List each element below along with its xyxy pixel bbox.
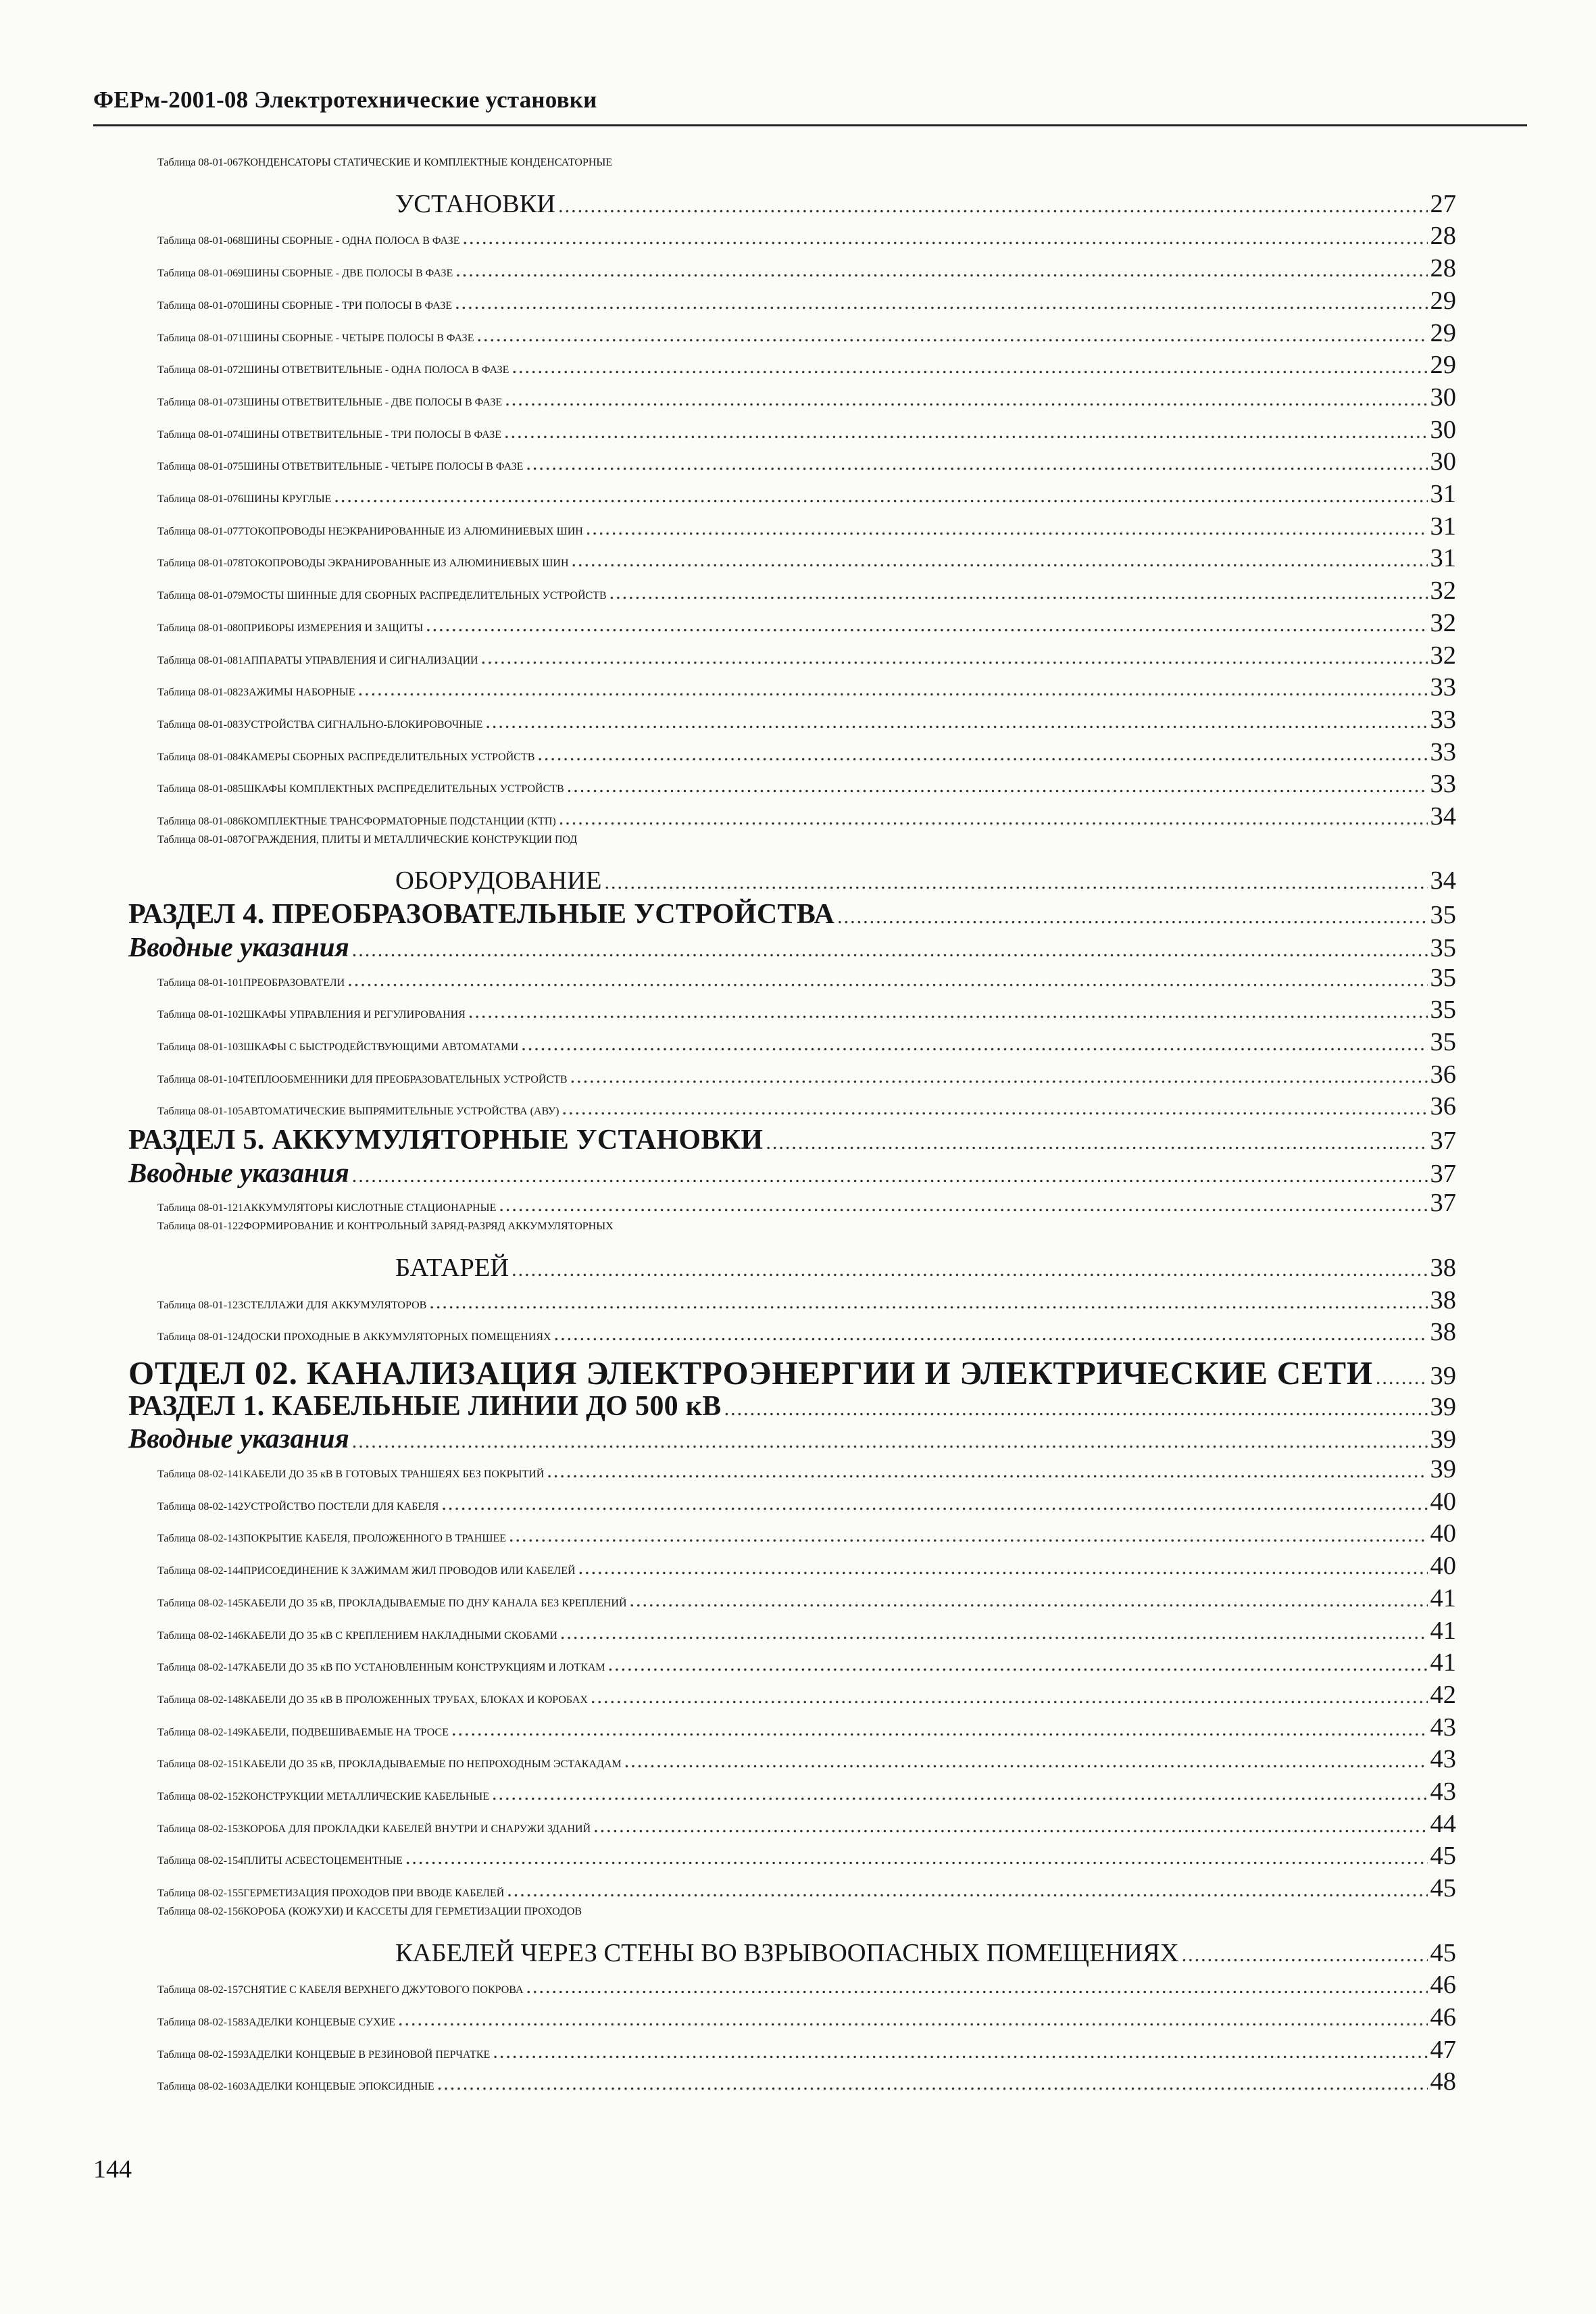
toc-table-code: Таблица 08-02-143	[157, 1533, 244, 1545]
toc-entry-table	[157, 608, 1456, 638]
toc-table-title-cont: УСТАНОВКИ	[395, 189, 556, 218]
toc-table-title: КАБЕЛИ ДО 35 кВ В ГОТОВЫХ ТРАНШЕЯХ БЕЗ ПОКРЫТИЙ	[243, 1469, 545, 1480]
toc-entry-table	[157, 415, 1456, 445]
toc-leader-dots	[560, 1621, 1428, 1644]
toc-section-title: РАЗДЕЛ 5. АККУМУЛЯТОРНЫЕ УСТАНОВКИ	[128, 1125, 764, 1156]
toc-table-code: Таблица 08-01-083	[157, 718, 244, 731]
toc-table-code: Таблица 08-01-078	[157, 558, 244, 570]
toc-page-ref: 35	[1430, 901, 1456, 930]
toc-entry-table	[157, 1970, 1456, 2000]
toc-table-title: ПРИСОЕДИНЕНИЕ К ЗАЖИМАМ ЖИЛ ПРОВОДОВ ИЛИ КАБЕЛЕЙ	[243, 1565, 576, 1577]
toc-table-code: Таблица 08-02-152	[157, 1791, 244, 1802]
toc-page-ref: 29	[1430, 351, 1456, 380]
toc-entry-continuation	[395, 1938, 1456, 1968]
toc-intro-title: Вводные указания	[128, 931, 349, 962]
toc-page-ref: 42	[1430, 1680, 1456, 1709]
toc-page-ref: 35	[1430, 963, 1456, 992]
toc-table-code: Таблица 08-02-154	[157, 1855, 244, 1867]
toc-table-title: УСТРОЙСТВО ПОСТЕЛИ ДЛЯ КАБЕЛЯ	[243, 1500, 439, 1512]
toc-leader-dots	[630, 1589, 1428, 1612]
toc-page-ref: 41	[1430, 1648, 1456, 1677]
running-header: ФЕРм-2001-08 Электротехнические установки	[93, 87, 597, 113]
toc-entry-table	[157, 543, 1456, 573]
toc-page-ref: 39	[1430, 1361, 1456, 1390]
toc-table-title: ТОКОПРОВОДЫ ЭКРАНИРОВАННЫЕ ИЗ АЛЮМИНИЕВЫХ ШИН	[243, 558, 569, 570]
toc-table-code: Таблица 08-01-086	[157, 816, 244, 827]
toc-table-code: Таблица 08-01-084	[157, 751, 244, 763]
toc-leader-dots	[554, 1323, 1428, 1346]
toc-table-title: СНЯТИЕ С КАБЕЛЯ ВЕРХНЕГО ДЖУТОВОГО ПОКРОВА	[243, 1984, 524, 1996]
toc-leader-dots	[468, 1000, 1428, 1023]
toc-page-ref: 31	[1430, 480, 1456, 508]
toc-table-title: ТОКОПРОВОДЫ НЕЭКРАНИРОВАННЫЕ ИЗ АЛЮМИНИЕВЫХ ШИН	[243, 525, 583, 537]
toc-entry-intro	[128, 1422, 1456, 1454]
toc-page-ref: 41	[1430, 1583, 1456, 1613]
toc-table-title: ШИНЫ СБОРНЫЕ - ОДНА ПОЛОСА В ФАЗЕ	[243, 235, 460, 247]
toc-leader-dots	[398, 2008, 1428, 2031]
toc-table-title: СТЕЛЛАЖИ ДЛЯ АККУМУЛЯТОРОВ	[243, 1299, 427, 1311]
toc-entry-table	[157, 2035, 1456, 2065]
toc-page-ref: 32	[1430, 608, 1456, 637]
toc-table-title: ЗАДЕЛКИ КОНЦЕВЫЕ ЭПОКСИДНЫЕ	[243, 2081, 434, 2093]
toc-leader-dots	[505, 388, 1427, 411]
toc-table-code: Таблица 08-01-075	[157, 461, 244, 473]
toc-table-title: ФОРМИРОВАНИЕ И КОНТРОЛЬНЫЙ ЗАРЯД-РАЗРЯД АККУМУЛЯТОРНЫХ	[243, 1221, 614, 1233]
toc-entry-table	[157, 834, 1456, 866]
toc-entry-table	[157, 221, 1456, 251]
toc-entry-table	[157, 1188, 1456, 1218]
toc-page-ref: 33	[1430, 673, 1456, 702]
toc-leader-dots	[334, 485, 1427, 508]
toc-section-title: РАЗДЕЛ 1. КАБЕЛЬНЫЕ ЛИНИИ ДО 500 кВ	[128, 1390, 722, 1422]
toc-entry-table	[157, 1285, 1456, 1315]
toc-entry-intro	[128, 931, 1456, 963]
toc-page-ref: 37	[1430, 1127, 1456, 1155]
toc-leader-dots	[567, 774, 1428, 797]
toc-entry-table	[157, 1744, 1456, 1774]
toc-table-title: КОНСТРУКЦИИ МЕТАЛЛИЧЕСКИЕ КАБЕЛЬНЫЕ	[243, 1791, 490, 1802]
toc-page-ref: 38	[1430, 1253, 1456, 1282]
toc-table-title: ТЕПЛООБМЕННИКИ ДЛЯ ПРЕОБРАЗОВАТЕЛЬНЫХ УСТРОЙСТВ	[243, 1073, 568, 1085]
toc-page-ref: 34	[1430, 802, 1456, 831]
toc-entry-table	[157, 1906, 1456, 1938]
toc-leader-dots	[559, 807, 1428, 830]
toc-table-code: Таблица 08-02-153	[157, 1823, 244, 1835]
toc-page-ref: 45	[1430, 1842, 1456, 1871]
toc-page-ref: 47	[1430, 2035, 1456, 2064]
toc-table-title: ГЕРМЕТИЗАЦИЯ ПРОХОДОВ ПРИ ВВОДЕ КАБЕЛЕЙ	[243, 1888, 505, 1900]
toc-leader-dots	[1182, 1944, 1428, 1967]
toc-page-ref: 33	[1430, 770, 1456, 799]
toc-entry-section	[128, 1390, 1456, 1423]
toc-page-ref: 30	[1430, 383, 1456, 412]
toc-table-code: Таблица 08-02-151	[157, 1758, 244, 1771]
toc-entry-table	[157, 963, 1456, 993]
toc-entry-table	[157, 1317, 1456, 1347]
toc-leader-dots	[352, 939, 1428, 962]
toc-table-code: Таблица 08-02-145	[157, 1597, 244, 1609]
toc-page-ref: 33	[1430, 705, 1456, 734]
toc-table-code: Таблица 08-02-155	[157, 1888, 244, 1900]
toc-entry-table	[157, 1713, 1456, 1742]
toc-table-code: Таблица 08-01-070	[157, 299, 244, 312]
toc-table-title: КАБЕЛИ ДО 35 кВ, ПРОКЛАДЫВАЕМЫЕ ПО ДНУ КАНАЛА БЕЗ КРЕПЛЕНИЙ	[243, 1597, 627, 1609]
toc-page-ref: 40	[1430, 1552, 1456, 1581]
toc-page-ref: 39	[1430, 1455, 1456, 1483]
toc-table-title: ПРЕОБРАЗОВАТЕЛИ	[243, 977, 345, 989]
toc-leader-dots	[476, 324, 1427, 347]
toc-leader-dots	[352, 1430, 1428, 1453]
toc-entry-table	[157, 995, 1456, 1025]
toc-page-ref: 43	[1430, 1777, 1456, 1806]
toc-entry-table	[157, 1519, 1456, 1548]
toc-table-title: ШИНЫ ОТВЕТВИТЕЛЬНЫЕ - ЧЕТЫРЕ ПОЛОСЫ В ФАЗЕ	[243, 461, 524, 473]
toc-leader-dots	[521, 1033, 1427, 1056]
toc-table-code: Таблица 08-01-080	[157, 622, 244, 634]
toc-entry-table	[157, 447, 1456, 476]
toc-entry-table	[157, 576, 1456, 606]
toc-entry-table	[157, 1221, 1456, 1253]
toc-table-code: Таблица 08-01-105	[157, 1106, 244, 1118]
toc-leader-dots	[578, 1556, 1428, 1579]
toc-table-title: МОСТЫ ШИННЫЕ ДЛЯ СБОРНЫХ РАСПРЕДЕЛИТЕЛЬНЫХ УСТРОЙСТВ	[243, 590, 607, 602]
toc-leader-dots	[724, 1398, 1428, 1421]
toc-page-ref: 40	[1430, 1519, 1456, 1548]
toc-page-ref: 32	[1430, 576, 1456, 606]
toc-leader-dots	[591, 1685, 1428, 1708]
toc-leader-dots	[504, 420, 1427, 443]
toc-page-ref: 39	[1430, 1392, 1456, 1421]
toc-leader-dots	[481, 646, 1428, 669]
toc-table-title: ШКАФЫ УПРАВЛЕНИЯ И РЕГУЛИРОВАНИЯ	[243, 1009, 466, 1021]
toc-entry-intro	[128, 1156, 1456, 1189]
toc-table-title-cont: ОБОРУДОВАНИЕ	[395, 866, 602, 895]
toc-table-code: Таблица 08-02-156	[157, 1905, 244, 1917]
toc-entry-dept	[128, 1354, 1456, 1392]
toc-table-title: КОРОБА (КОЖУХИ) И КАССЕТЫ ДЛЯ ГЕРМЕТИЗАЦИИ ПРОХОДОВ	[243, 1905, 582, 1917]
toc-page-ref: 39	[1430, 1425, 1456, 1454]
toc-leader-dots	[624, 1750, 1428, 1773]
toc-page-ref: 33	[1430, 737, 1456, 766]
toc-table-code: Таблица 08-02-146	[157, 1629, 244, 1642]
toc-leader-dots	[562, 1097, 1428, 1120]
toc-leader-dots	[766, 1131, 1427, 1154]
toc-leader-dots	[586, 517, 1428, 540]
toc-entry-table	[157, 1680, 1456, 1710]
toc-table-title: АККУМУЛЯТОРЫ КИСЛОТНЫЕ СТАЦИОНАРНЫЕ	[243, 1202, 497, 1214]
toc-page-ref: 37	[1430, 1189, 1456, 1218]
toc-page-ref: 27	[1430, 189, 1456, 218]
toc-leader-dots	[1376, 1367, 1428, 1389]
toc-leader-dots	[352, 1164, 1428, 1187]
toc-table-title-cont: КАБЕЛЕЙ ЧЕРЕЗ СТЕНЫ ВО ВЗРЫВООПАСНЫХ ПОМЕЩЕНИЯХ	[395, 1938, 1179, 1967]
toc-entry-table	[157, 1060, 1456, 1089]
toc-table-code: Таблица 08-02-141	[157, 1469, 244, 1480]
toc-table-code: Таблица 08-02-160	[157, 2081, 244, 2093]
toc-table-title: ШИНЫ СБОРНЫЕ - ДВЕ ПОЛОСЫ В ФАЗЕ	[243, 268, 453, 280]
toc-table-code: Таблица 08-01-079	[157, 590, 244, 602]
toc-leader-dots	[358, 678, 1428, 701]
toc-entry-table	[157, 157, 1456, 189]
toc-leader-dots	[537, 743, 1427, 766]
toc-table-code: Таблица 08-01-073	[157, 396, 244, 408]
toc-entry-table	[157, 1454, 1456, 1484]
toc-entry-table	[157, 2067, 1456, 2096]
toc-leader-dots	[462, 226, 1427, 249]
toc-table-title: ДОСКИ ПРОХОДНЫЕ В АККУМУЛЯТОРНЫХ ПОМЕЩЕНИЯХ	[243, 1331, 551, 1344]
toc-table-code: Таблица 08-01-081	[157, 654, 244, 666]
toc-table-title: ШИНЫ ОТВЕТВИТЕЛЬНЫЕ - ДВЕ ПОЛОСЫ В ФАЗЕ	[243, 396, 503, 408]
toc-entry-table	[157, 705, 1456, 735]
toc-leader-dots	[526, 1975, 1428, 1998]
toc-entry-table	[157, 286, 1456, 316]
toc-table-code: Таблица 08-01-087	[157, 833, 244, 845]
toc-table-code: Таблица 08-01-076	[157, 493, 244, 505]
toc-leader-dots	[572, 549, 1428, 572]
toc-leader-dots	[455, 259, 1427, 282]
toc-table-code: Таблица 08-01-074	[157, 428, 244, 441]
toc-table-code: Таблица 08-01-102	[157, 1009, 244, 1021]
toc-entry-table	[157, 1583, 1456, 1613]
toc-table-title: ШКАФЫ КОМПЛЕКТНЫХ РАСПРЕДЕЛИТЕЛЬНЫХ УСТРОЙСТВ	[243, 783, 564, 795]
toc-entry-table	[157, 1551, 1456, 1581]
toc-table-title: УСТРОЙСТВА СИГНАЛЬНО-БЛОКИРОВОЧНЫЕ	[243, 718, 483, 731]
toc-leader-dots	[837, 906, 1427, 929]
toc-dept-title: ОТДЕЛ 02. КАНАЛИЗАЦИЯ ЭЛЕКТРОЭНЕРГИИ И ЭЛЕКТРИЧЕСКИЕ СЕТИ	[128, 1354, 1373, 1392]
toc-table-code: Таблица 08-01-067	[157, 157, 244, 168]
toc-table-code: Таблица 08-01-104	[157, 1073, 244, 1085]
toc-table-code: Таблица 08-01-082	[157, 687, 244, 699]
toc-page-ref: 44	[1430, 1809, 1456, 1838]
toc-entry-continuation	[395, 866, 1456, 895]
toc-page-ref: 46	[1430, 2002, 1456, 2032]
toc-table-title: ПОКРЫТИЕ КАБЕЛЯ, ПРОЛОЖЕННОГО В ТРАНШЕЕ	[243, 1533, 507, 1545]
toc-page-ref: 35	[1430, 995, 1456, 1025]
toc-page-ref: 30	[1430, 415, 1456, 444]
toc-table-code: Таблица 08-01-068	[157, 235, 244, 247]
toc-table-title-cont: БАТАРЕЙ	[395, 1253, 509, 1282]
toc-leader-dots	[493, 2040, 1427, 2063]
toc-table-title: КАБЕЛИ, ПОДВЕШИВАЕМЫЕ НА ТРОСЕ	[243, 1726, 449, 1738]
toc-entry-table	[157, 1809, 1456, 1839]
toc-entry-table	[157, 1616, 1456, 1646]
toc-leader-dots	[509, 1524, 1427, 1547]
toc-leader-dots	[429, 1291, 1427, 1314]
toc-page-ref: 46	[1430, 1971, 1456, 2000]
toc-entry-table	[157, 641, 1456, 670]
toc-leader-dots	[608, 1653, 1428, 1676]
toc-page-ref: 48	[1430, 2067, 1456, 2096]
toc-leader-dots	[605, 871, 1428, 894]
toc-leader-dots	[451, 1718, 1428, 1741]
toc-page-ref: 35	[1430, 933, 1456, 962]
toc-entry-table	[157, 802, 1456, 831]
toc-entry-table	[157, 1841, 1456, 1871]
toc-table-title: ШИНЫ КРУГЛЫЕ	[243, 493, 332, 505]
toc-page-ref: 29	[1430, 318, 1456, 347]
toc-entry-table	[157, 1027, 1456, 1057]
toc-entry-table	[157, 1091, 1456, 1121]
toc-table-code: Таблица 08-01-077	[157, 525, 244, 537]
toc-table-title: ЗАЖИМЫ НАБОРНЫЕ	[243, 687, 355, 699]
toc-table-title: КАБЕЛИ ДО 35 кВ С КРЕПЛЕНИЕМ НАКЛАДНЫМИ СКОБАМИ	[243, 1629, 557, 1642]
toc-leader-dots	[499, 1193, 1427, 1216]
toc-page-ref: 36	[1430, 1060, 1456, 1089]
toc-intro-title: Вводные указания	[128, 1423, 349, 1454]
toc-table-code: Таблица 08-01-072	[157, 364, 244, 376]
toc-table-title: ПРИБОРЫ ИЗМЕРЕНИЯ И ЗАЩИТЫ	[243, 622, 424, 634]
toc-leader-dots	[426, 614, 1427, 637]
toc-table-title: ШИНЫ ОТВЕТВИТЕЛЬНЫЕ - ОДНА ПОЛОСА В ФАЗЕ	[243, 364, 509, 376]
toc-page-ref: 36	[1430, 1092, 1456, 1121]
toc-leader-dots	[492, 1782, 1427, 1805]
toc-entry-table	[157, 1487, 1456, 1517]
toc-leader-dots	[455, 291, 1427, 314]
toc-leader-dots	[512, 1258, 1427, 1281]
toc-table-code: Таблица 08-02-149	[157, 1726, 244, 1738]
toc-table-title: ШИНЫ СБОРНЫЕ - ТРИ ПОЛОСЫ В ФАЗЕ	[243, 299, 453, 312]
toc-leader-dots	[570, 1065, 1428, 1088]
toc-page-ref: 38	[1430, 1285, 1456, 1314]
toc-page-ref: 28	[1430, 254, 1456, 283]
toc-entry-table	[157, 672, 1456, 702]
toc-entry-table	[157, 769, 1456, 799]
toc-page-ref: 37	[1430, 1159, 1456, 1188]
toc-table-code: Таблица 08-01-103	[157, 1041, 244, 1053]
toc-table-title: КАБЕЛИ ДО 35 кВ, ПРОКЛАДЫВАЕМЫЕ ПО НЕПРОХОДНЫМ ЭСТАКАДАМ	[243, 1758, 622, 1771]
toc-table-code: Таблица 08-02-159	[157, 2048, 244, 2061]
toc-entry-table	[157, 1873, 1456, 1903]
toc-table-code: Таблица 08-01-124	[157, 1331, 244, 1344]
toc-table-title: АВТОМАТИЧЕСКИЕ ВЫПРЯМИТЕЛЬНЫЕ УСТРОЙСТВА (АВУ)	[243, 1106, 559, 1118]
toc-table-title: КОМПЛЕКТНЫЕ ТРАНСФОРМАТОРНЫЕ ПОДСТАНЦИИ (КТП)	[243, 816, 556, 827]
toc-entry-table	[157, 383, 1456, 412]
toc-leader-dots	[558, 195, 1427, 218]
toc-table-title: ОГРАЖДЕНИЯ, ПЛИТЫ И МЕТАЛЛИЧЕСКИЕ КОНСТРУКЦИИ ПОД	[243, 833, 578, 845]
toc-page-ref: 43	[1430, 1713, 1456, 1742]
toc-table-code: Таблица 08-01-121	[157, 1202, 244, 1214]
toc-page-ref: 32	[1430, 641, 1456, 670]
toc-page-ref: 40	[1430, 1487, 1456, 1516]
toc-table-title: КОНДЕНСАТОРЫ СТАТИЧЕСКИЕ И КОМПЛЕКТНЫЕ КОНДЕНСАТОРНЫЕ	[243, 157, 613, 168]
page-number: 144	[93, 2155, 132, 2184]
toc-table-code: Таблица 08-01-123	[157, 1299, 244, 1311]
toc-entry-table	[157, 1777, 1456, 1806]
toc-leader-dots	[547, 1460, 1427, 1483]
toc-entry-continuation	[395, 1253, 1456, 1283]
toc-leader-dots	[441, 1492, 1427, 1515]
toc-page-ref: 31	[1430, 512, 1456, 541]
toc-page-ref: 28	[1430, 222, 1456, 251]
toc-table-title: ЗАДЕЛКИ КОНЦЕВЫЕ В РЕЗИНОВОЙ ПЕРЧАТКЕ	[243, 2048, 491, 2061]
toc-page-ref: 38	[1430, 1318, 1456, 1347]
toc-entry-table	[157, 479, 1456, 509]
toc-table-title: КАБЕЛИ ДО 35 кВ В ПРОЛОЖЕННЫХ ТРУБАХ, БЛОКАХ И КОРОБАХ	[243, 1694, 588, 1706]
toc-page-ref: 45	[1430, 1938, 1456, 1967]
toc-entry-table	[157, 512, 1456, 541]
toc-entry-table	[157, 350, 1456, 380]
toc-page-ref: 31	[1430, 544, 1456, 573]
toc-page-ref: 45	[1430, 1874, 1456, 1903]
toc-table-code: Таблица 08-02-157	[157, 1984, 244, 1996]
toc-entry-table	[157, 1648, 1456, 1677]
toc-page-ref: 41	[1430, 1616, 1456, 1645]
toc-leader-dots	[437, 2072, 1428, 2095]
toc-table-code: Таблица 08-01-101	[157, 977, 244, 989]
toc-table-title: ПЛИТЫ АСБЕСТОЦЕМЕНТНЫЕ	[243, 1855, 403, 1867]
toc-table-code: Таблица 08-01-071	[157, 332, 244, 344]
toc-table-title: ШИНЫ СБОРНЫЕ - ЧЕТЫРЕ ПОЛОСЫ В ФАЗЕ	[243, 332, 474, 344]
toc-section-title: РАЗДЕЛ 4. ПРЕОБРАЗОВАТЕЛЬНЫЕ УСТРОЙСТВА	[128, 899, 835, 931]
toc-page-ref: 35	[1430, 1027, 1456, 1056]
toc-leader-dots	[609, 581, 1428, 604]
toc-table-title: ШИНЫ ОТВЕТВИТЕЛЬНЫЕ - ТРИ ПОЛОСЫ В ФАЗЕ	[243, 428, 502, 441]
toc-leader-dots	[593, 1815, 1427, 1838]
toc-entry-table	[157, 253, 1456, 283]
toc-intro-title: Вводные указания	[128, 1156, 349, 1188]
toc-table-title: ЗАДЕЛКИ КОНЦЕВЫЕ СУХИЕ	[243, 2016, 395, 2028]
toc-page-ref: 29	[1430, 286, 1456, 315]
toc-entry-table	[157, 737, 1456, 767]
toc-leader-dots	[485, 710, 1427, 733]
toc-entry-section	[128, 1124, 1456, 1156]
toc-table-code: Таблица 08-01-069	[157, 268, 244, 280]
toc-table-code: Таблица 08-02-147	[157, 1662, 244, 1674]
toc-table-title: КАМЕРЫ СБОРНЫХ РАСПРЕДЕЛИТЕЛЬНЫХ УСТРОЙСТВ	[243, 751, 535, 763]
toc-leader-dots	[507, 1879, 1427, 1902]
toc-table-code: Таблица 08-02-142	[157, 1500, 244, 1512]
toc-leader-dots	[347, 968, 1427, 991]
toc-entry-section	[128, 898, 1456, 931]
toc-entry-continuation	[395, 189, 1456, 219]
toc-leader-dots	[512, 355, 1427, 378]
toc-table-title: КАБЕЛИ ДО 35 кВ ПО УСТАНОВЛЕННЫМ КОНСТРУКЦИЯМ И ЛОТКАМ	[243, 1662, 605, 1674]
toc-entry-table	[157, 2002, 1456, 2032]
toc-page-ref: 43	[1430, 1745, 1456, 1774]
toc-page-ref: 34	[1430, 866, 1456, 895]
toc-table-code: Таблица 08-02-158	[157, 2016, 244, 2028]
toc-table-title: КОРОБА ДЛЯ ПРОКЛАДКИ КАБЕЛЕЙ ВНУТРИ И СНАРУЖИ ЗДАНИЙ	[243, 1823, 591, 1835]
toc-table-title: ШКАФЫ С БЫСТРОДЕЙСТВУЮЩИМИ АВТОМАТАМИ	[243, 1041, 519, 1053]
toc-page-ref: 30	[1430, 447, 1456, 476]
toc-entry-table	[157, 318, 1456, 348]
toc-table-code: Таблица 08-01-122	[157, 1221, 244, 1233]
toc-leader-dots	[405, 1846, 1428, 1869]
toc-table-code: Таблица 08-02-148	[157, 1694, 244, 1706]
toc-table-code: Таблица 08-02-144	[157, 1565, 244, 1577]
toc-table-title: АППАРАТЫ УПРАВЛЕНИЯ И СИГНАЛИЗАЦИИ	[243, 654, 478, 666]
toc-table-code: Таблица 08-01-085	[157, 783, 244, 795]
toc-leader-dots	[526, 452, 1427, 475]
